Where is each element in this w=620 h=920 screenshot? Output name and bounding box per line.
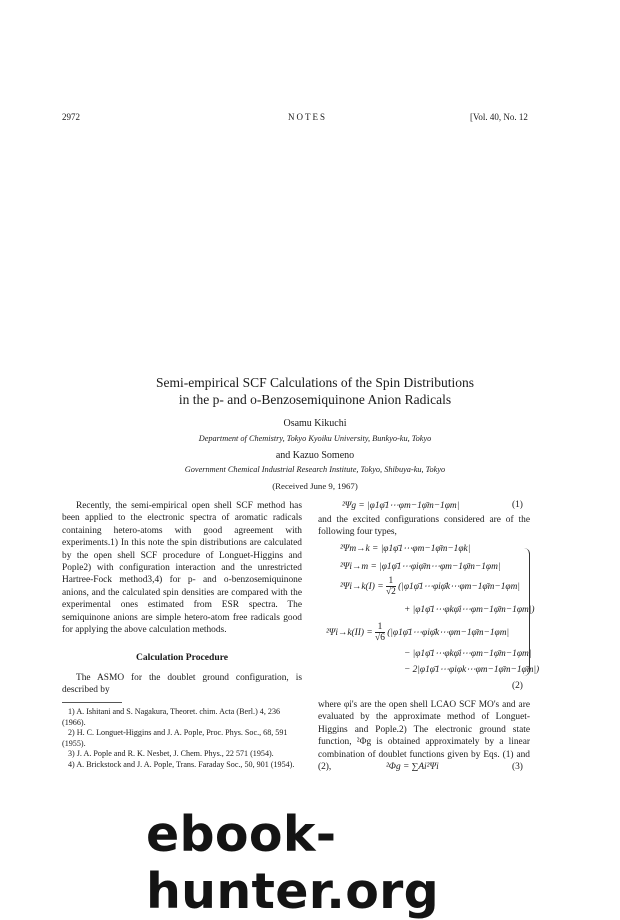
equation-3: ²Φg = ∑Ai²Ψi	[386, 762, 439, 772]
title-line-2: in the p- and o-Benzosemiquinone Anion Radicals	[178, 392, 452, 407]
volume-info: [Vol. 40, No. 12	[470, 112, 528, 122]
fraction-1-over-root-2: $\frac{1}{√2}$	[385, 576, 396, 597]
affiliation-2: Government Chemical Industrial Research Institute, Tokyo, Shibuya-ku, Tokyo	[184, 465, 446, 474]
equation-2-line-1: ²Ψm→k = |φ1φ̄1⋯φm−1φ̄m−1φk|	[340, 544, 471, 554]
article-title	[60, 374, 570, 408]
eq2-line5-rhs: (|φ1φ̄1⋯φiφ̄k⋯φm−1φ̄m−1φm|	[387, 628, 510, 639]
equation-2-line-3	[340, 576, 520, 598]
equation-2-line-7: − 2|φ1φ̄1⋯φiφk⋯φm−1φ̄m−1φ̄m|)	[404, 665, 540, 675]
author-2: and Kazuo Someno	[275, 450, 355, 461]
equation-2-line-6: − |φ1φ̄1⋯φkφ̄i⋯φm−1φ̄m−1φm|	[404, 649, 532, 659]
equation-3-number: (3)	[512, 762, 523, 772]
equation-2-brace	[524, 548, 530, 676]
left-column	[62, 500, 302, 636]
footnote-1: 1) A. Ishitani and S. Nagakura, Theoret. chim. Acta (Berl.) 4, 236 (1966).	[62, 707, 281, 727]
watermark-text: ebook-hunter.org	[146, 806, 440, 920]
footnote-4: 4) A. Brickstock and J. A. Pople, Trans. Faraday Soc., 50, 901 (1954).	[68, 759, 295, 769]
eq2-line5-lhs: ²Ψi→k(II) =	[326, 628, 373, 639]
author-1: Osamu Kikuchi	[283, 418, 347, 429]
running-head: NOTES	[288, 112, 327, 122]
equation-2-number: (2)	[512, 681, 523, 691]
equation-2-line-5	[326, 622, 509, 644]
intro-paragraph: Recently, the semi-empirical open shell SCF method has been applied to the electronic spectra of aromatic radicals containing hetero-atoms with good agreement with experiments.1) In this note the spin distributions are calculated by the open shell SCF procedure of Longuet-Higgins and Pople2) with configuration interaction and the unrestricted Hartree-Fock method3,4) for p- and o-benzosemiquinone anions, and the calculated spin densities are compared with the experimental ones estimated from ESR spectra. The semiquinone anions are simple hetero-atom free radicals good for applying the above calculation methods.	[62, 501, 302, 636]
fraction-1-over-root-6: $\frac{1}{√6}$	[375, 622, 385, 643]
affiliation-1: Department of Chemistry, Tokyo Kyoiku University, Bunkyo-ku, Tokyo	[198, 434, 432, 443]
page-number: 2972	[62, 112, 80, 122]
eq2-line3-rhs: (|φ1φ̄1⋯φiφ̄k⋯φm−1φ̄m−1φm|	[398, 582, 520, 593]
received-date: (Received June 9, 1967)	[272, 481, 358, 491]
footnote-rule	[62, 702, 122, 703]
footnotes	[62, 707, 302, 771]
equation-1-number: (1)	[512, 500, 523, 510]
equation-2-line-2: ²Ψi→m = |φ1φ̄1⋯φiφ̄m⋯φm−1φ̄m−1φm|	[340, 562, 501, 572]
footnote-2: 2) H. C. Longuet-Higgins and J. A. Pople, Proc. Phys. Soc., 68, 591 (1955).	[62, 728, 288, 748]
footnote-3: 3) J. A. Pople and R. K. Nesbet, J. Chem. Phys., 22 571 (1954).	[68, 749, 274, 759]
section-heading: Calculation Procedure	[135, 652, 229, 663]
text-excited-configurations: and the excited configurations considered are of the following four types,	[318, 515, 530, 538]
procedure-paragraph: The ASMO for the doublet ground configuration, is described by	[62, 673, 302, 696]
eq2-line3-lhs: ²Ψi→k(I) =	[340, 582, 384, 593]
title-line-1: Semi-empirical SCF Calculations of the Spin Distributions	[156, 375, 474, 390]
equation-1: ²Ψg = |φ1φ̄1⋯φm−1φ̄m−1φm|	[342, 501, 460, 511]
text-ground-state: where φi's are the open shell LCAO SCF MO's and are evaluated by the approximate method of Longuet-Higgins and Pople.2) The electronic ground state function, ²Φg is obtained approximately by a linear combination of doublet functions given by Eqs. (1) and (2),	[318, 700, 530, 773]
equation-2-line-4: + |φ1φ̄1⋯φkφ̄i⋯φm−1φ̄m−1φm|)	[404, 605, 535, 615]
